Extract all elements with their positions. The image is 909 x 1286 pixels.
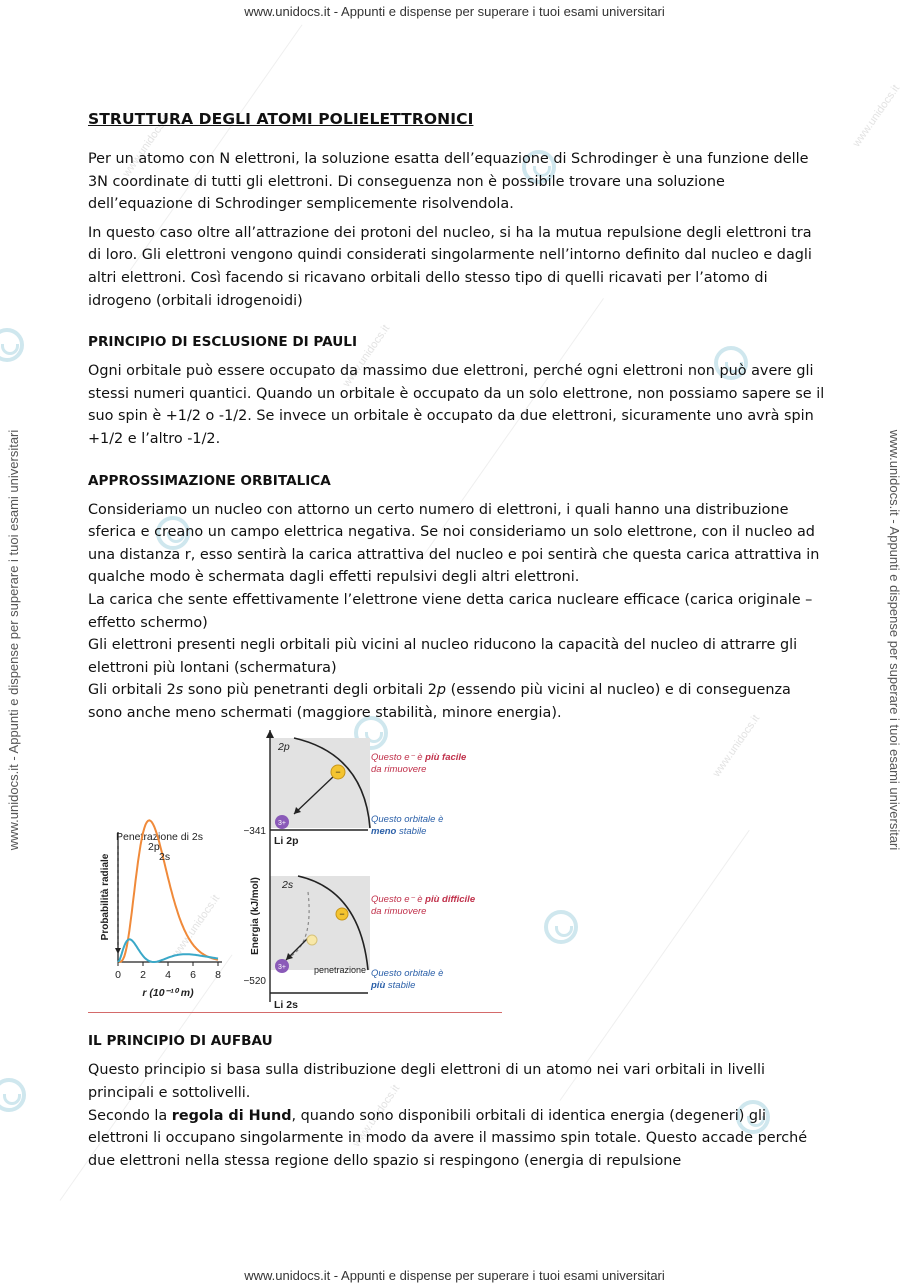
x-tick-label: 8 bbox=[215, 969, 221, 982]
hund-rule-term: regola di Hund bbox=[171, 1107, 292, 1124]
aufbau-heading: IL PRINCIPIO DI AUFBAU bbox=[88, 1033, 273, 1050]
watermark-faint-text: www.unidocs.it bbox=[120, 112, 173, 180]
pauli-paragraph: Ogni orbitale può essere occupato da massimo due elettroni, perché ogni elettroni non può avere gli stessi numeri quantici. Quando un orbitale è occupato da un solo elettrone, non possiamo sapere se il suo spin è +1/2 o -1/2. Se invece un orbitale è occupato da due elettroni, sicuramente uno avrà spin +1/2 e l’altro -1/2. bbox=[88, 363, 825, 447]
x-tick-label: 0 bbox=[115, 969, 121, 982]
orbital-paragraph-4 bbox=[88, 679, 828, 724]
orbital-label-2p: 2p bbox=[278, 741, 290, 754]
orbital-paragraph-2: La carica che sente effettivamente l’elettrone viene detta carica nucleare efficace (carica originale – effetto schermo) bbox=[88, 591, 813, 631]
orbital-p4-part-a: Gli orbitali 2 bbox=[88, 682, 176, 699]
svg-text:più stabile bbox=[370, 980, 415, 991]
electron-2s-penetrating-icon bbox=[307, 935, 317, 945]
electron-2s-label: − bbox=[339, 909, 345, 920]
watermark-side-left: www.unidocs.it - Appunti e dispense per superare i tuoi esami universitari bbox=[6, 429, 21, 851]
penetration-figure bbox=[88, 730, 502, 1013]
note-2p-removal bbox=[371, 752, 467, 775]
energy-value-2p: −341 bbox=[243, 826, 266, 838]
level-label-2p: Li 2p bbox=[274, 835, 299, 848]
orbital-p4-s: s bbox=[175, 682, 184, 699]
x-tick-label: 4 bbox=[165, 969, 171, 982]
left-plot-title: Penetrazione di 2s bbox=[116, 831, 203, 844]
svg-text:Questo e⁻ è più bbox=[371, 752, 467, 763]
watermark-faint-text: www.unidocs.it bbox=[350, 1082, 403, 1150]
aufbau-paragraph-1: Questo principio si basa sulla distribuzione degli elettroni di un atomo nei vari orbitali in livelli principali e sottolivelli. bbox=[88, 1062, 765, 1102]
note-2s-text-c: da rimuovere bbox=[371, 906, 427, 918]
note-2p-text-c: da rimuovere bbox=[371, 764, 427, 776]
intro-paragraph-2: In questo caso oltre all’attrazione dei protoni del nucleo, si ha la mutua repulsione degli elettroni tra di loro. Gli elettroni vengono quindi considerati singolarmente nell’intorno definito dal nucleo e dagli altri elettroni. Così facendo si ricavano orbitali dello stesso tipo di quelli ricavati per l’atomo di idrogeno (orbitali idrogenoidi) bbox=[88, 224, 812, 309]
radial-probability-plot bbox=[100, 821, 222, 1000]
document-body bbox=[88, 110, 828, 1172]
aufbau-p2-part-a: Secondo la bbox=[88, 1107, 172, 1124]
stab-2s-text-c: stabile bbox=[387, 980, 416, 992]
orbital-heading: APPROSSIMAZIONE ORBITALICA bbox=[88, 472, 331, 489]
watermark-faint-text: www.unidocs.it bbox=[850, 82, 903, 150]
stab-2s-text-b: più bbox=[371, 980, 386, 992]
electron-2p-label: − bbox=[335, 767, 341, 778]
stab-2p-text-c: stabile bbox=[398, 826, 427, 838]
watermark-footer: www.unidocs.it - Appunti e dispense per superare i tuoi esami universitari bbox=[244, 1268, 665, 1283]
intro-paragraph-1: Per un atomo con N elettroni, la soluzione esatta dell’equazione di Schrodinger è una funzione delle 3N coordinate di tutti gli elettroni. Di conseguenza non è possibile trovare una soluzione dell’equazione di Schrodinger semplicemente risolvendola. bbox=[88, 151, 809, 213]
unidocs-logo-icon bbox=[0, 1078, 26, 1112]
x-tick-label: 6 bbox=[190, 969, 196, 982]
unidocs-logo-icon bbox=[0, 328, 24, 362]
energy-value-2s: −520 bbox=[243, 976, 266, 988]
curve-2s bbox=[118, 940, 218, 963]
watermark-faint-text: www.unidocs.it bbox=[340, 322, 393, 390]
watermark-faint-text: www.unidocs.it bbox=[170, 892, 223, 960]
energy-y-label: Energia (kJ/mol) bbox=[250, 877, 261, 956]
stab-2p-text-b: meno bbox=[371, 826, 397, 838]
penetration-marker-arrow bbox=[115, 948, 121, 954]
aufbau-p2-part-c: , quando sono disponibili orbitali di identica energia (degeneri) gli elettroni li occupano singolarmente in modo da avere il massimo spin totale. Questo accade perché due elettroni nella stessa regione dello spazio si respingono (energia di repulsione bbox=[88, 1107, 808, 1169]
orbital-p4-part-c: (essendo più vicini al nucleo) e di conseguenza sono anche meno schermati (maggiore stabilità, minore energia). bbox=[88, 682, 791, 721]
orbital-p4-p: p bbox=[436, 682, 447, 699]
curve-2p-label: 2p bbox=[148, 841, 160, 854]
note-2s-text-b: più difficile bbox=[425, 894, 476, 906]
left-y-label: Probabilità radiale bbox=[100, 854, 111, 941]
watermark-faint-text: www.unidocs.it bbox=[710, 712, 763, 780]
orbital-p4-part-b: sono più penetranti degli orbitali 2 bbox=[183, 682, 437, 699]
penetration-label: penetrazione bbox=[314, 965, 367, 976]
x-tick-label: 2 bbox=[140, 969, 146, 982]
orbital-paragraph-1: Consideriamo un nucleo con attorno un certo numero di elettroni, i quali hanno una distribuzione sferica e creano un campo elettrica negativa. Se noi consideriamo un solo elettrone, con il nucleo ad una distanza r, esso sentirà la carica attrattiva del nucleo e poi sentirà che questa carica attrattiva in qualche modo è schermata dagli effetti repulsivi degli altri elettroni. bbox=[88, 501, 820, 586]
energy-diagram bbox=[243, 730, 475, 1011]
svg-text:Questo e⁻ è più bbox=[371, 894, 476, 905]
note-2p-text-b: più facile bbox=[425, 752, 467, 764]
stab-2p-text-a: Questo orbitale è bbox=[371, 814, 444, 826]
pauli-heading: PRINCIPIO DI ESCLUSIONE DI PAULI bbox=[88, 334, 357, 351]
left-x-label: r (10⁻¹⁰ m) bbox=[142, 987, 194, 1000]
note-2s-removal bbox=[371, 894, 476, 917]
left-x-ticks bbox=[115, 962, 221, 981]
watermark-header: www.unidocs.it - Appunti e dispense per superare i tuoi esami universitari bbox=[244, 4, 665, 19]
watermark-side-right: www.unidocs.it - Appunti e dispense per superare i tuoi esami universitari bbox=[887, 429, 902, 851]
note-2p-text-a: Questo e⁻ è bbox=[371, 752, 423, 764]
orbital-paragraph-3: Gli elettroni presenti negli orbitali più vicini al nucleo riducono la capacità del nucleo di attrarre gli elettroni più lontani (schermatura) bbox=[88, 637, 798, 676]
energy-axis-arrow bbox=[266, 730, 274, 738]
nucleus-2s-label: 3+ bbox=[278, 964, 286, 972]
note-2p-stability bbox=[371, 814, 443, 837]
svg-text:meno stabile bbox=[371, 826, 426, 837]
curve-2s-label: 2s bbox=[159, 851, 171, 864]
document-title: STRUTTURA DEGLI ATOMI POLIELETTRONICI bbox=[88, 110, 474, 128]
orbital-label-2s: 2s bbox=[282, 879, 294, 892]
level-label-2s: Li 2s bbox=[274, 999, 298, 1012]
aufbau-paragraph-2 bbox=[88, 1105, 828, 1173]
note-2s-text-a: Questo e⁻ è bbox=[371, 894, 423, 906]
stab-2s-text-a: Questo orbitale è bbox=[371, 968, 444, 980]
nucleus-2p-label: 3+ bbox=[278, 820, 286, 828]
note-2s-stability bbox=[370, 968, 443, 991]
